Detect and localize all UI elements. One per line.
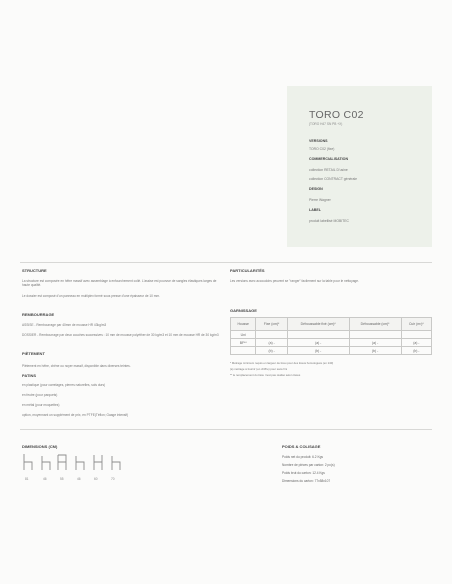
garnissage-col-header: Housse	[231, 318, 256, 331]
table-row	[231, 339, 432, 347]
table-cell	[349, 331, 401, 339]
rembourrage-heading: REMBOURRAGE	[22, 312, 55, 317]
garnissage-heading: GARNISSAGE	[230, 308, 257, 313]
poids-label: Poids net du produit:	[282, 455, 312, 459]
patins-heading: PATINS	[22, 373, 37, 378]
pietement-heading: PIÈTEMENT	[22, 351, 45, 356]
table-cell: (b) -	[349, 347, 401, 355]
garnissage-col-header: Fixe (cm)*	[256, 318, 287, 331]
garnissage-note-3: ** le remplacement du tissu n'est pas réalisé selon tissus	[230, 373, 301, 377]
patins-line-3: en métal (pour moquettes)	[22, 403, 60, 407]
row-label	[231, 347, 256, 355]
structure-heading: STRUCTURE	[22, 268, 47, 273]
dimension-value: 60	[94, 477, 98, 481]
chair-front-icon	[58, 455, 66, 470]
garnissage-col-header: Déhoussable fixé (cm)*	[287, 318, 349, 331]
table-cell: (a) -	[349, 339, 401, 347]
particularites-heading: PARTICULARITÉS	[230, 268, 265, 273]
rembourrage-line-2: DOSSIER - Rembourrage par deux couches successives : 10 mm de mousse polyéther de 30 kg/m3 et 10 mm de mousse HR de 30 kg/m3	[22, 333, 219, 337]
commercial-value-2: collection CONTRACT générale	[309, 177, 357, 181]
poids-value: 6.2 Kgs	[312, 455, 323, 459]
poids-value: 2 pc(s)	[324, 463, 335, 467]
patins-line-2: en feutre (pour parquets)	[22, 393, 58, 397]
table-cell: (b) -	[401, 347, 431, 355]
dimension-value: 46	[43, 477, 47, 481]
dimension-value: 55	[60, 477, 64, 481]
versions-value: TORO C02 (fixe)	[309, 147, 335, 151]
product-title: TORO C02	[309, 109, 364, 121]
divider-top	[20, 262, 432, 263]
chair-top-icon	[112, 456, 120, 470]
structure-text-2: Le dossier est composé d'un panneau en multiplex formé sous presse d'une épaisseur de 10 mm.	[22, 294, 161, 298]
poids-row-4	[282, 479, 330, 483]
garnissage-note-2: (a) métrage à fournir (en chiffre) pour sans fini	[230, 367, 287, 371]
pietement-text: Piètement en hêtre, chêne ou noyer massif, disponible dans diverses teintes.	[22, 364, 131, 368]
patins-line-1: en plastique (pour carrelages, pierres naturelles, sols durs)	[22, 383, 106, 387]
chair-side-icon	[42, 456, 50, 470]
table-cell	[287, 331, 349, 339]
chair-silhouettes	[22, 452, 132, 474]
commercial-label: COMMERCIALISATION	[309, 157, 349, 161]
versions-label: VERSIONS	[309, 139, 328, 143]
poids-row-1	[282, 455, 323, 459]
garnissage-col-header: Cuir (m²)*	[401, 318, 431, 331]
table-cell: (a) -	[401, 339, 431, 347]
table-cell: (a) -	[256, 339, 287, 347]
poids-label: Dimensions du carton:	[282, 479, 314, 483]
patins-line-4: option, moyennant un supplément de prix, en PTFE(Téflon; Gaage intensif)	[22, 413, 129, 417]
table-cell: (a) -	[287, 339, 349, 347]
structure-text-1: La structure est composée en hêtre massif avec assemblage à enfourchement collé. L'assise est pourvue de sangles élastiques larges de haute qualité.	[22, 279, 217, 288]
table-row	[231, 331, 432, 339]
table-cell: (b) -	[287, 347, 349, 355]
commercial-value-1: collection RETAIL D'usine	[309, 168, 348, 172]
label-value: produit labellisé MOBITEC	[309, 219, 349, 223]
table-cell	[256, 331, 287, 339]
chair-top-icon	[94, 455, 102, 470]
product-code: (TORO H47 SN PB +X)	[309, 122, 343, 126]
table-row	[231, 347, 432, 355]
chair-side-icon	[24, 454, 32, 470]
row-label: BF**	[231, 339, 256, 347]
dimensions-heading: DIMENSIONS (CM)	[22, 444, 58, 449]
design-value: Pierre Wagner	[309, 198, 331, 202]
poids-value: 12.4 Kgs	[312, 471, 325, 475]
garnissage-header-row	[231, 318, 432, 331]
poids-heading: POIDS & COLISAGE	[282, 444, 321, 449]
dimension-value: 70	[111, 477, 115, 481]
garnissage-table	[230, 317, 432, 355]
particularites-text: Les versions avec accoudoirs peuvent se "ranger" facilement sur la table pour le nettoyage.	[230, 279, 359, 283]
poids-label: Poids brut du carton:	[282, 471, 312, 475]
poids-value: 77x58x107	[314, 479, 331, 483]
design-label: DESIGN	[309, 187, 323, 191]
dimension-value: 81	[25, 477, 29, 481]
row-label: Uni	[231, 331, 256, 339]
divider-bottom	[20, 429, 432, 430]
rembourrage-line-1: ASSISE - Rembourrage par 40mm de mousse HR 43kg/m3	[22, 323, 107, 327]
dimension-value: 46	[77, 477, 81, 481]
poids-label: Nombre de pièces par carton:	[282, 463, 324, 467]
poids-row-2	[282, 463, 335, 467]
table-cell: (b) -	[256, 347, 287, 355]
poids-row-3	[282, 471, 325, 475]
chair-front-icon	[76, 456, 84, 470]
label-label: LABEL	[309, 208, 321, 212]
table-cell	[401, 331, 431, 339]
garnissage-col-header: Déhoussable (cm)*	[349, 318, 401, 331]
garnissage-note-1: * Métrage minimum requis en largeur de tissu pour des tissus homologués (en 140)	[230, 361, 334, 365]
